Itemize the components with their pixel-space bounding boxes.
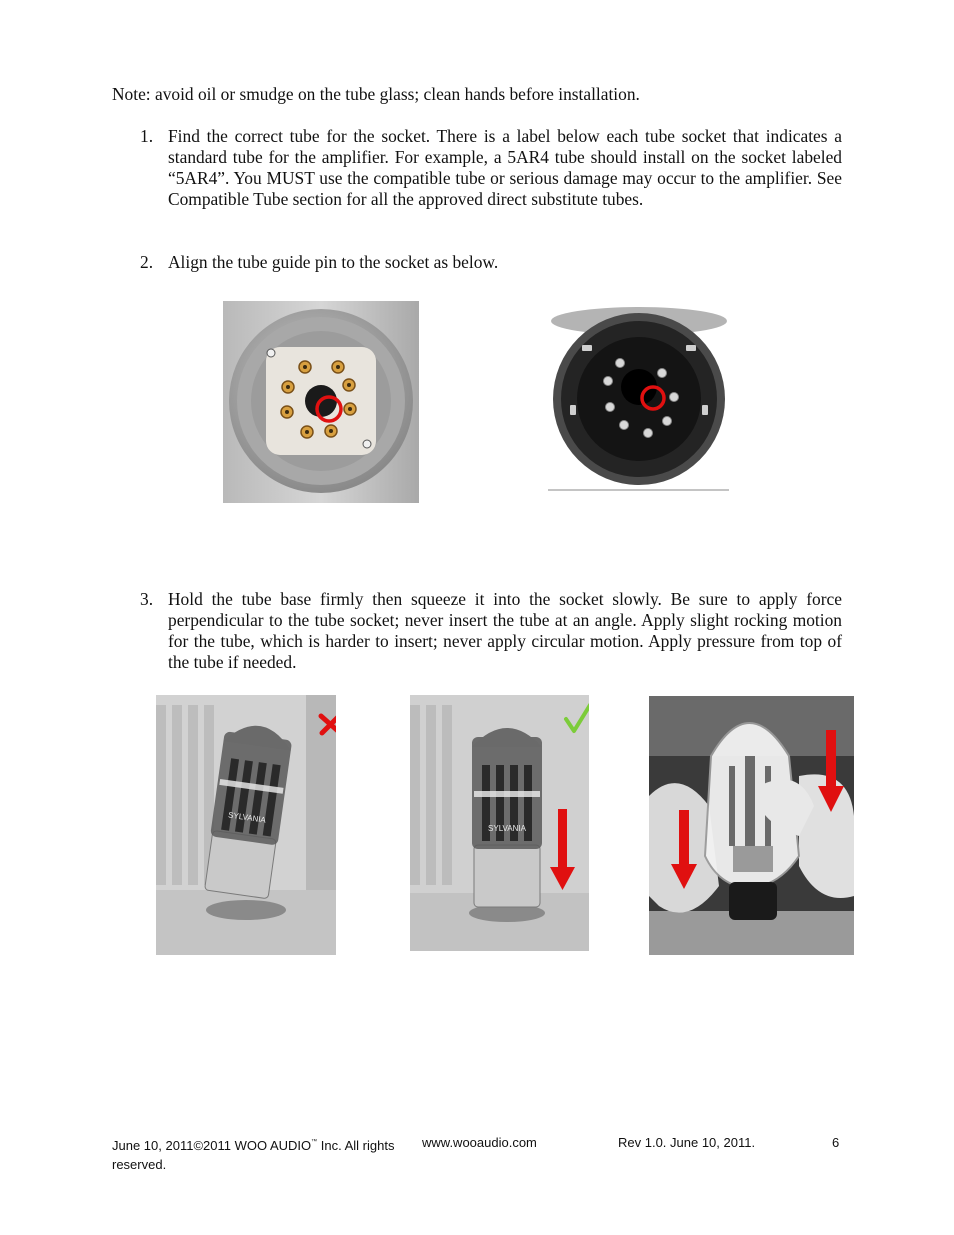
correct-insertion-photo <box>410 695 589 951</box>
tube-brand-label: SYLVANIA <box>227 810 267 825</box>
step-text: Find the correct tube for the socket. There is a label below each tube socket that indicates a standard tube for the amplifier. For example, a 5AR4 tube should install on the socket labeled “5AR4”. You MUST use the compatible tube or serious damage may occur to the amplifier. See Compatible Tube section for all the approved direct substitute tubes. <box>168 126 842 209</box>
pressing-tube-photo <box>649 696 854 955</box>
footer-date-copyright: June 10, 2011©2011 WOO AUDIO <box>112 1138 312 1153</box>
socket-illustration <box>223 301 419 503</box>
tube-brand-label: SYLVANIA <box>488 824 526 833</box>
footer-rights: Inc. All rights reserved. <box>112 1138 395 1172</box>
step-3 <box>140 589 842 673</box>
step-number: 2. <box>140 252 154 272</box>
step-1 <box>140 126 842 210</box>
footer-revision: Rev 1.0. June 10, 2011. <box>618 1135 756 1150</box>
footer-website: www.wooaudio.com <box>422 1135 537 1150</box>
tube-base-photo <box>546 301 731 493</box>
page-number: 6 <box>832 1135 840 1150</box>
footer-copyright <box>112 1133 402 1174</box>
straight-tube-illustration <box>410 695 589 951</box>
step-2 <box>140 252 842 273</box>
step-text: Align the tube guide pin to the socket as below. <box>168 252 499 272</box>
installation-note: Note: avoid oil or smudge on the tube glass; clean hands before installation. <box>112 84 640 104</box>
socket-photo <box>223 301 419 503</box>
wrong-insertion-photo <box>156 695 336 955</box>
step-text: Hold the tube base firmly then squeeze it into the socket slowly. Be sure to apply force perpendicular to the tube socket; never insert the tube at an angle. Apply slight rocking motion for the tube, which is harder to insert; never apply circular motion. Apply pressure from top of the tube if needed. <box>168 589 842 672</box>
step-number: 3. <box>140 589 154 609</box>
tube-base-illustration <box>546 301 731 493</box>
hands-tube-illustration <box>649 696 854 955</box>
angled-tube-illustration <box>156 695 336 955</box>
trademark-symbol: ™ <box>311 1139 318 1145</box>
step-number: 1. <box>140 126 154 146</box>
